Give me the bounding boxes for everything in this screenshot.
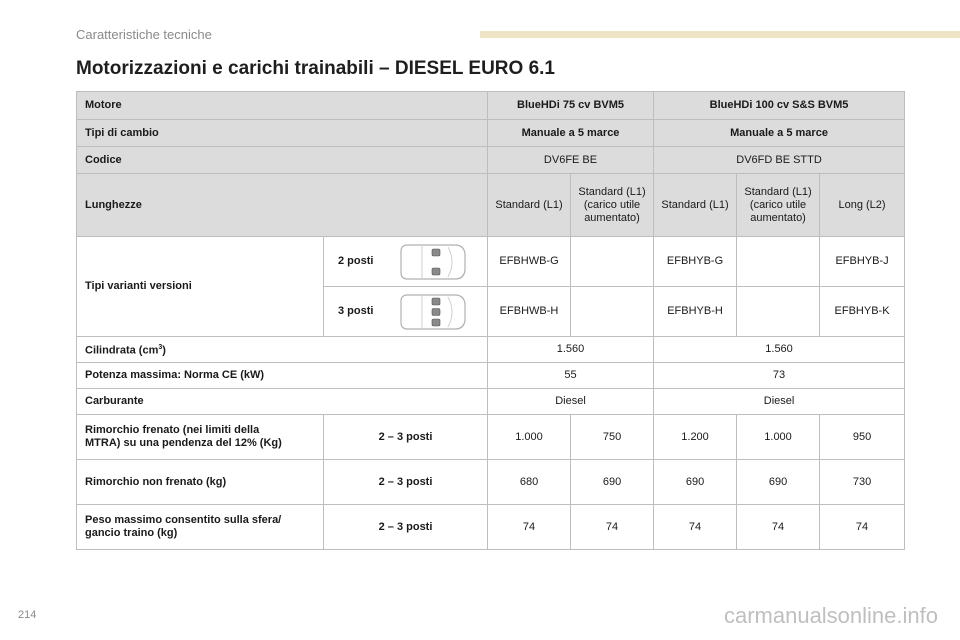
- table-cell: 1.000: [737, 415, 820, 460]
- engine-2-header: BlueHDi 100 cv S&S BVM5: [654, 92, 905, 120]
- watermark: carmanualsonline.info: [723, 603, 938, 628]
- table-row-peso-sfera: [77, 505, 905, 550]
- table-cell: DV6FE BE: [488, 147, 654, 174]
- row-label: [77, 415, 324, 460]
- row-label: Rimorchio non frenato (kg): [77, 460, 324, 505]
- table-cell: EFBHYB-G: [654, 237, 737, 287]
- table-cell: 1.000: [488, 415, 571, 460]
- table-row-lunghezze: [77, 174, 905, 237]
- label-line-1: Rimorchio frenato (nei limiti della: [85, 424, 260, 436]
- seats-label: 3 posti: [338, 305, 374, 317]
- engine-1-header: BlueHDi 75 cv BVM5: [488, 92, 654, 120]
- table-cell: 1.560: [654, 337, 905, 363]
- table-cell: 690: [654, 460, 737, 505]
- label-text: Cilindrata (cm: [85, 344, 159, 357]
- row-label: Carburante: [77, 389, 488, 415]
- van-3-seats-icon: [398, 292, 468, 332]
- spec-table: [76, 91, 905, 550]
- table-cell: Standard (L1) (carico utile aumentato): [737, 174, 820, 237]
- seat-config-cell: [324, 287, 488, 337]
- table-cell: 73: [654, 363, 905, 389]
- table-cell: EFBHYB-H: [654, 287, 737, 337]
- table-cell: EFBHWB-H: [488, 287, 571, 337]
- table-cell: Standard (L1): [654, 174, 737, 237]
- table-cell: Manuale a 5 marce: [654, 120, 905, 147]
- table-cell: [737, 237, 820, 287]
- table-cell: Diesel: [488, 389, 654, 415]
- table-cell: 750: [571, 415, 654, 460]
- table-row-cambio: [77, 120, 905, 147]
- row-label: Tipi varianti versioni: [77, 237, 324, 337]
- superscript: 3: [158, 344, 163, 352]
- row-label: Codice: [77, 147, 488, 174]
- table-row-motore: [77, 92, 905, 120]
- section-accent-bar: [480, 31, 960, 38]
- label-text-end: ): [162, 344, 166, 357]
- table-cell: DV6FD BE STTD: [654, 147, 905, 174]
- row-label: Tipi di cambio: [77, 120, 488, 147]
- table-cell: EFBHYB-J: [820, 237, 905, 287]
- table-cell: Long (L2): [820, 174, 905, 237]
- table-cell: [571, 237, 654, 287]
- van-2-seats-icon: [398, 242, 468, 282]
- table-row-variante-2-posti: [77, 237, 905, 287]
- table-cell: 690: [737, 460, 820, 505]
- table-cell: Standard (L1): [488, 174, 571, 237]
- row-label: Motore: [77, 92, 488, 120]
- table-row-rimorchio-non-frenato: [77, 460, 905, 505]
- table-cell: [571, 287, 654, 337]
- table-cell: [737, 287, 820, 337]
- page-title: Motorizzazioni e carichi trainabili – DIESEL EURO 6.1: [76, 58, 555, 79]
- table-cell: 730: [820, 460, 905, 505]
- table-cell: 74: [571, 505, 654, 550]
- table-cell: Standard (L1) (carico utile aumentato): [571, 174, 654, 237]
- row-label: Lunghezze: [77, 174, 488, 237]
- label-line-2: MTRA) su una pendenza del 12% (Kg): [85, 437, 282, 449]
- row-label: Potenza massima: Norma CE (kW): [77, 363, 488, 389]
- table-cell: 680: [488, 460, 571, 505]
- table-row-carburante: [77, 389, 905, 415]
- table-cell: Manuale a 5 marce: [488, 120, 654, 147]
- table-row-rimorchio-frenato: [77, 415, 905, 460]
- row-label: [77, 505, 324, 550]
- table-row-codice: [77, 147, 905, 174]
- label-line-2: gancio traino (kg): [85, 527, 178, 539]
- table-cell: EFBHWB-G: [488, 237, 571, 287]
- section-title: Caratteristiche tecniche: [76, 27, 212, 42]
- table-cell: 74: [654, 505, 737, 550]
- table-cell: 1.560: [488, 337, 654, 363]
- page-number: 214: [18, 609, 37, 621]
- table-cell: Diesel: [654, 389, 905, 415]
- seats-label: 2 posti: [338, 255, 374, 267]
- table-cell: 950: [820, 415, 905, 460]
- seat-config-cell: [324, 237, 488, 287]
- table-row-cilindrata: [77, 337, 905, 363]
- table-cell: 74: [488, 505, 571, 550]
- table-cell: 1.200: [654, 415, 737, 460]
- row-label: [77, 337, 488, 363]
- table-cell: 55: [488, 363, 654, 389]
- table-cell: 74: [820, 505, 905, 550]
- seats-label: 2 – 3 posti: [324, 460, 488, 505]
- seats-label: 2 – 3 posti: [324, 505, 488, 550]
- table-cell: EFBHYB-K: [820, 287, 905, 337]
- seats-label: 2 – 3 posti: [324, 415, 488, 460]
- table-cell: 690: [571, 460, 654, 505]
- table-cell: 74: [737, 505, 820, 550]
- table-row-potenza: [77, 363, 905, 389]
- label-line-1: Peso massimo consentito sulla sfera/: [85, 514, 282, 526]
